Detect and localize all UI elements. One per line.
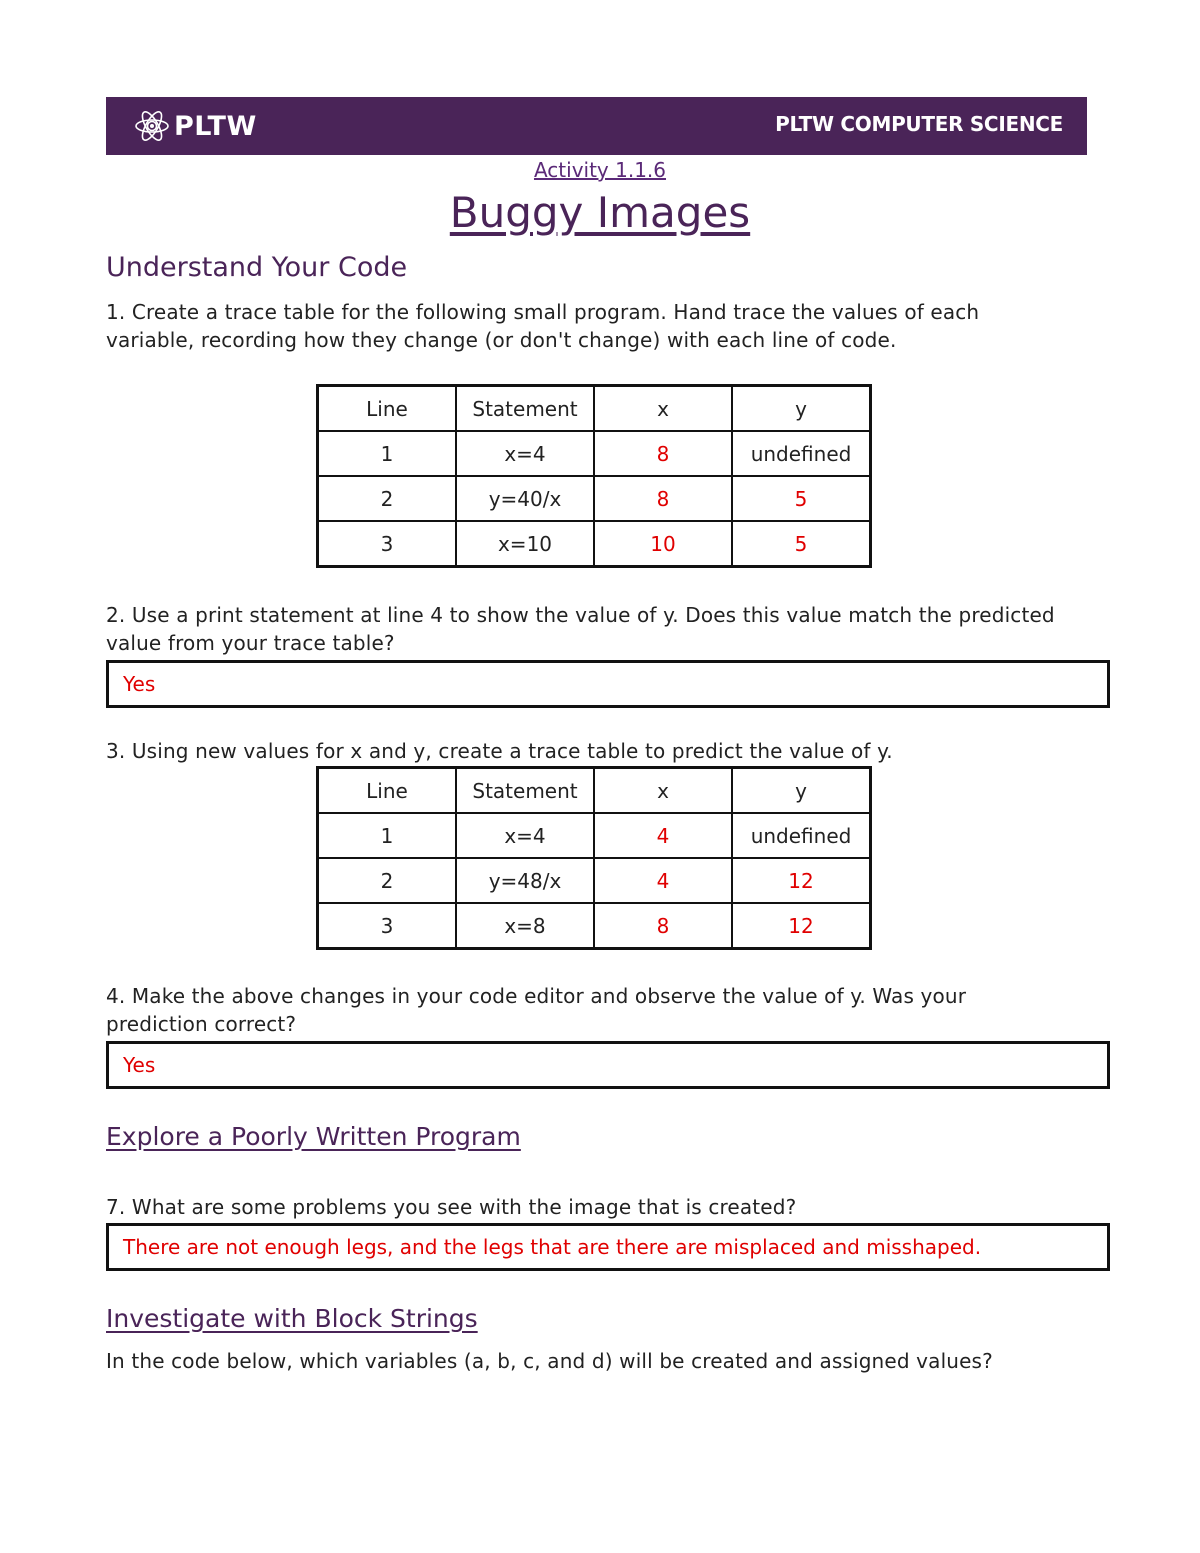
table-cell: undefined: [732, 431, 871, 476]
answer-cell: 12: [732, 858, 871, 903]
table-cell: 1: [318, 813, 457, 858]
trace-table-2: [316, 766, 872, 950]
table-cell: 3: [318, 903, 457, 949]
section-heading-explore: Explore a Poorly Written Program: [106, 1122, 521, 1151]
page-title: Buggy Images: [449, 188, 751, 237]
program-name: PLTW COMPUTER SCIENCE: [775, 112, 1063, 136]
table-cell: x=10: [456, 521, 594, 567]
question-3: 3. Using new values for x and y, create a trace table to predict the value of y.: [106, 739, 893, 763]
table-cell: x=4: [456, 431, 594, 476]
table-header-row: [318, 768, 871, 814]
pltw-logo: [134, 103, 257, 149]
atom-icon: [134, 106, 170, 146]
section-heading-investigate: Investigate with Block Strings: [106, 1304, 478, 1333]
section-heading-understand: Understand Your Code: [106, 252, 408, 283]
table-row: [318, 476, 871, 521]
answer-box-7[interactable]: There are not enough legs, and the legs that are there are misplaced and misshaped.: [106, 1223, 1110, 1271]
answer-cell: 4: [594, 813, 732, 858]
table-header: Statement: [456, 386, 594, 432]
table-row: [318, 521, 871, 567]
table-cell: y=48/x: [456, 858, 594, 903]
question-7: 7. What are some problems you see with the image that is created?: [106, 1195, 797, 1219]
table-header: Line: [318, 386, 457, 432]
table-cell: 3: [318, 521, 457, 567]
header-banner: [106, 97, 1087, 155]
answer-cell: 5: [732, 521, 871, 567]
logo-text: PLTW: [174, 110, 257, 142]
table-header: x: [594, 768, 732, 814]
table-header: Statement: [456, 768, 594, 814]
question-2: 2. Use a print statement at line 4 to show the value of y. Does this value match the predicted value from your trace table?: [106, 603, 1055, 655]
answer-cell: 8: [594, 476, 732, 521]
answer-cell: 5: [732, 476, 871, 521]
answer-cell: 4: [594, 858, 732, 903]
question-1: 1. Create a trace table for the following small program. Hand trace the values of each variable, recording how they change (or don't change) with each line of code.: [106, 300, 980, 352]
table-header: y: [732, 386, 871, 432]
table-row: [318, 431, 871, 476]
table-header-row: [318, 386, 871, 432]
trace-table-1: [316, 384, 872, 568]
table-cell: x=4: [456, 813, 594, 858]
answer-cell: 8: [594, 431, 732, 476]
table-cell: y=40/x: [456, 476, 594, 521]
answer-cell: 8: [594, 903, 732, 949]
table-row: [318, 858, 871, 903]
table-cell: undefined: [732, 813, 871, 858]
answer-box-4[interactable]: Yes: [106, 1041, 1110, 1089]
table-cell: 2: [318, 476, 457, 521]
activity-link[interactable]: Activity 1.1.6: [533, 158, 667, 182]
table-header: y: [732, 768, 871, 814]
answer-cell: 10: [594, 521, 732, 567]
table-cell: x=8: [456, 903, 594, 949]
table-header: Line: [318, 768, 457, 814]
answer-box-2[interactable]: Yes: [106, 660, 1110, 708]
table-row: [318, 903, 871, 949]
table-cell: 1: [318, 431, 457, 476]
table-header: x: [594, 386, 732, 432]
block-strings-prompt: In the code below, which variables (a, b, c, and d) will be created and assigned values?: [106, 1349, 993, 1373]
answer-cell: 12: [732, 903, 871, 949]
table-row: [318, 813, 871, 858]
question-4: 4. Make the above changes in your code editor and observe the value of y. Was your prediction correct?: [106, 984, 967, 1036]
table-cell: 2: [318, 858, 457, 903]
